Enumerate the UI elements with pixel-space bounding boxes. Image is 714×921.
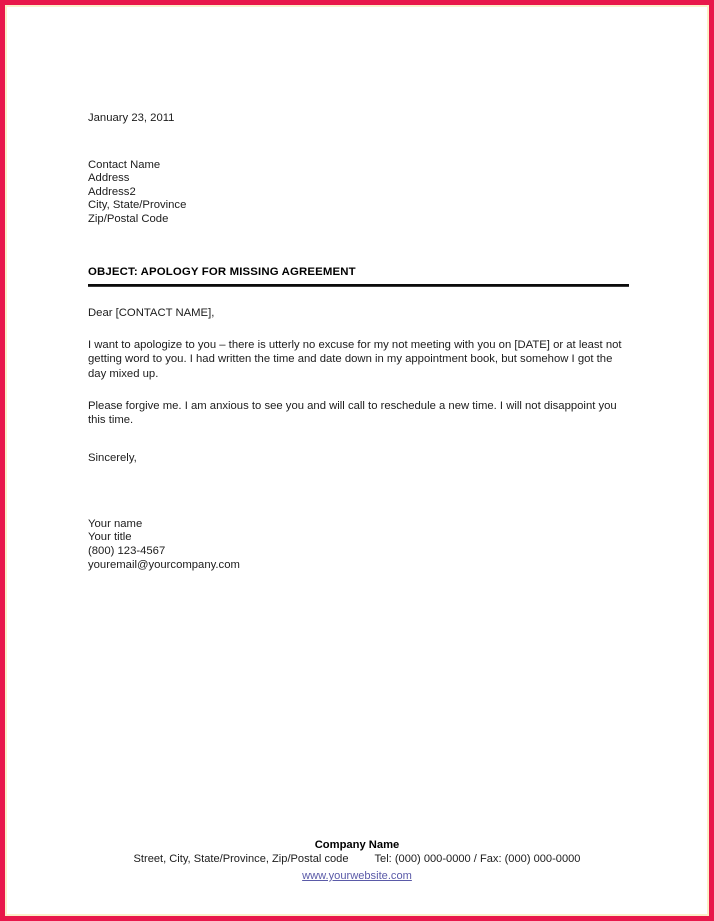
- recipient-line-city-state: City, State/Province: [88, 199, 187, 212]
- recipient-line-address: Address: [88, 172, 130, 185]
- recipient-line-postal-code: Zip/Postal Code: [88, 212, 169, 225]
- footer-website-row: [7, 866, 707, 884]
- object-subject-heading: OBJECT: APOLOGY FOR MISSING AGREEMENT: [88, 265, 356, 278]
- signature-block: [88, 518, 629, 572]
- page-footer: [7, 838, 707, 884]
- signature-line-phone: (800) 123-4567: [88, 544, 166, 557]
- body-paragraph-2: Please forgive me. I am anxious to see you and will call to reschedule a new time. I will not disappoint you this time.: [88, 399, 617, 426]
- signature-line-email: youremail@yourcompany.com: [88, 558, 240, 571]
- footer-contact-line: [7, 852, 707, 866]
- frame-inner-edge: [5, 5, 709, 916]
- body-paragraph-1: I want to apologize to you – there is utterly no excuse for my not meeting with you on [DATE] or at least not getting word to you. I had written the time and date down in my appointment book, but somehow I got the day mixed up.: [88, 339, 622, 380]
- recipient-address-block: [88, 159, 629, 227]
- recipient-line-contact-name: Contact Name: [88, 158, 161, 171]
- footer-phone-fax: Tel: (000) 000-0000 / Fax: (000) 000-0000: [374, 853, 581, 865]
- footer-address: Street, City, State/Province, Zip/Postal code: [133, 853, 349, 865]
- letter-date: January 23, 2011: [88, 112, 175, 124]
- letter-page: [7, 7, 707, 914]
- footer-website-link[interactable]: www.yourwebsite.com: [302, 870, 412, 882]
- signature-line-title: Your title: [88, 531, 132, 544]
- closing-salutation: Sincerely,: [88, 452, 137, 465]
- heading-divider-rule: [88, 284, 629, 287]
- letter-content: [88, 112, 629, 572]
- footer-company-name: Company Name: [314, 839, 400, 851]
- signature-line-name: Your name: [88, 517, 143, 530]
- recipient-line-address2: Address2: [88, 185, 136, 198]
- salutation: Dear [CONTACT NAME],: [88, 306, 215, 319]
